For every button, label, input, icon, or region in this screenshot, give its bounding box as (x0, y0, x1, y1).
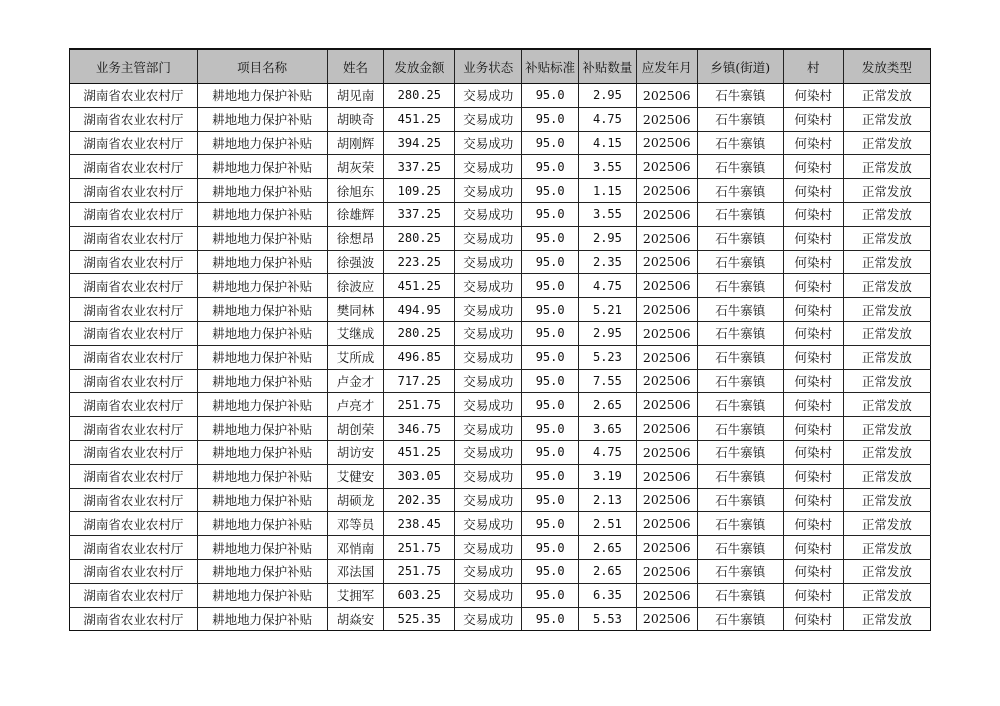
cell-project-name: 耕地地力保护补贴 (197, 369, 327, 393)
cell-quantity: 2.95 (579, 226, 637, 250)
cell-project-name: 耕地地力保护补贴 (197, 107, 327, 131)
cell-name: 樊同林 (327, 298, 384, 322)
cell-payment-type: 正常发放 (843, 464, 930, 488)
cell-village: 何染村 (783, 369, 843, 393)
cell-amount: 251.75 (384, 393, 455, 417)
table-row (70, 345, 931, 369)
cell-standard: 95.0 (522, 345, 579, 369)
cell-project-name: 耕地地力保护补贴 (197, 131, 327, 155)
cell-name: 艾拥军 (327, 583, 384, 607)
cell-project-name: 耕地地力保护补贴 (197, 559, 327, 583)
table-header-row (70, 49, 931, 84)
cell-status: 交易成功 (455, 321, 522, 345)
cell-name: 徐波应 (327, 274, 384, 298)
cell-village: 何染村 (783, 321, 843, 345)
cell-period: 202506 (636, 369, 697, 393)
cell-department: 湖南省农业农村厅 (70, 179, 198, 203)
cell-status: 交易成功 (455, 226, 522, 250)
cell-quantity: 2.95 (579, 321, 637, 345)
cell-project-name: 耕地地力保护补贴 (197, 84, 327, 108)
cell-project-name: 耕地地力保护补贴 (197, 274, 327, 298)
cell-project-name: 耕地地力保护补贴 (197, 488, 327, 512)
cell-payment-type: 正常发放 (843, 321, 930, 345)
cell-department: 湖南省农业农村厅 (70, 107, 198, 131)
cell-period: 202506 (636, 536, 697, 560)
cell-department: 湖南省农业农村厅 (70, 131, 198, 155)
column-header-project-name: 项目名称 (197, 49, 327, 84)
cell-department: 湖南省农业农村厅 (70, 202, 198, 226)
cell-amount: 251.75 (384, 559, 455, 583)
cell-amount: 280.25 (384, 226, 455, 250)
cell-status: 交易成功 (455, 298, 522, 322)
cell-village: 何染村 (783, 559, 843, 583)
cell-department: 湖南省农业农村厅 (70, 345, 198, 369)
cell-village: 何染村 (783, 274, 843, 298)
column-header-name: 姓名 (327, 49, 384, 84)
cell-quantity: 3.55 (579, 202, 637, 226)
cell-township: 石牛寨镇 (697, 417, 783, 441)
cell-quantity: 4.75 (579, 274, 637, 298)
table-row (70, 393, 931, 417)
cell-name: 胡映奇 (327, 107, 384, 131)
cell-status: 交易成功 (455, 393, 522, 417)
cell-village: 何染村 (783, 84, 843, 108)
cell-quantity: 4.15 (579, 131, 637, 155)
cell-standard: 95.0 (522, 321, 579, 345)
cell-amount: 202.35 (384, 488, 455, 512)
cell-township: 石牛寨镇 (697, 155, 783, 179)
cell-payment-type: 正常发放 (843, 607, 930, 631)
cell-project-name: 耕地地力保护补贴 (197, 250, 327, 274)
cell-quantity: 2.65 (579, 536, 637, 560)
cell-amount: 303.05 (384, 464, 455, 488)
cell-status: 交易成功 (455, 559, 522, 583)
cell-standard: 95.0 (522, 226, 579, 250)
cell-quantity: 6.35 (579, 583, 637, 607)
cell-village: 何染村 (783, 155, 843, 179)
cell-standard: 95.0 (522, 155, 579, 179)
cell-name: 胡见南 (327, 84, 384, 108)
cell-period: 202506 (636, 417, 697, 441)
table-body (70, 84, 931, 631)
cell-quantity: 3.55 (579, 155, 637, 179)
cell-department: 湖南省农业农村厅 (70, 274, 198, 298)
cell-village: 何染村 (783, 393, 843, 417)
cell-name: 艾继成 (327, 321, 384, 345)
cell-status: 交易成功 (455, 369, 522, 393)
cell-amount: 525.35 (384, 607, 455, 631)
cell-amount: 603.25 (384, 583, 455, 607)
cell-name: 艾所成 (327, 345, 384, 369)
cell-period: 202506 (636, 321, 697, 345)
cell-village: 何染村 (783, 131, 843, 155)
cell-standard: 95.0 (522, 274, 579, 298)
table-row (70, 464, 931, 488)
table-row (70, 131, 931, 155)
table-row (70, 107, 931, 131)
cell-department: 湖南省农业农村厅 (70, 417, 198, 441)
cell-township: 石牛寨镇 (697, 250, 783, 274)
cell-amount: 109.25 (384, 179, 455, 203)
cell-name: 胡硕龙 (327, 488, 384, 512)
table-row (70, 321, 931, 345)
cell-standard: 95.0 (522, 84, 579, 108)
cell-amount: 451.25 (384, 107, 455, 131)
cell-period: 202506 (636, 202, 697, 226)
cell-standard: 95.0 (522, 131, 579, 155)
cell-department: 湖南省农业农村厅 (70, 155, 198, 179)
cell-quantity: 5.53 (579, 607, 637, 631)
cell-department: 湖南省农业农村厅 (70, 250, 198, 274)
table-row (70, 155, 931, 179)
cell-amount: 717.25 (384, 369, 455, 393)
column-header-amount: 发放金额 (384, 49, 455, 84)
cell-department: 湖南省农业农村厅 (70, 84, 198, 108)
table-row (70, 226, 931, 250)
cell-quantity: 7.55 (579, 369, 637, 393)
cell-period: 202506 (636, 512, 697, 536)
cell-project-name: 耕地地力保护补贴 (197, 393, 327, 417)
cell-township: 石牛寨镇 (697, 440, 783, 464)
cell-standard: 95.0 (522, 202, 579, 226)
cell-name: 胡访安 (327, 440, 384, 464)
cell-department: 湖南省农业农村厅 (70, 298, 198, 322)
subsidy-table (69, 48, 931, 631)
cell-standard: 95.0 (522, 393, 579, 417)
cell-amount: 451.25 (384, 440, 455, 464)
cell-department: 湖南省农业农村厅 (70, 536, 198, 560)
cell-township: 石牛寨镇 (697, 202, 783, 226)
cell-township: 石牛寨镇 (697, 607, 783, 631)
cell-amount: 394.25 (384, 131, 455, 155)
table-row (70, 202, 931, 226)
column-header-status: 业务状态 (455, 49, 522, 84)
cell-amount: 451.25 (384, 274, 455, 298)
cell-payment-type: 正常发放 (843, 274, 930, 298)
cell-department: 湖南省农业农村厅 (70, 464, 198, 488)
cell-quantity: 5.21 (579, 298, 637, 322)
cell-department: 湖南省农业农村厅 (70, 321, 198, 345)
cell-standard: 95.0 (522, 536, 579, 560)
cell-quantity: 3.65 (579, 417, 637, 441)
cell-project-name: 耕地地力保护补贴 (197, 536, 327, 560)
cell-amount: 223.25 (384, 250, 455, 274)
cell-township: 石牛寨镇 (697, 488, 783, 512)
table-row (70, 488, 931, 512)
cell-period: 202506 (636, 464, 697, 488)
cell-village: 何染村 (783, 583, 843, 607)
cell-name: 徐旭东 (327, 179, 384, 203)
cell-quantity: 2.13 (579, 488, 637, 512)
cell-department: 湖南省农业农村厅 (70, 488, 198, 512)
cell-department: 湖南省农业农村厅 (70, 226, 198, 250)
cell-quantity: 2.65 (579, 559, 637, 583)
column-header-period: 应发年月 (636, 49, 697, 84)
cell-project-name: 耕地地力保护补贴 (197, 179, 327, 203)
table-row (70, 84, 931, 108)
cell-township: 石牛寨镇 (697, 179, 783, 203)
cell-payment-type: 正常发放 (843, 369, 930, 393)
cell-amount: 337.25 (384, 155, 455, 179)
cell-status: 交易成功 (455, 274, 522, 298)
cell-department: 湖南省农业农村厅 (70, 607, 198, 631)
cell-status: 交易成功 (455, 464, 522, 488)
cell-village: 何染村 (783, 417, 843, 441)
cell-village: 何染村 (783, 488, 843, 512)
cell-period: 202506 (636, 345, 697, 369)
cell-period: 202506 (636, 155, 697, 179)
table-row (70, 250, 931, 274)
cell-status: 交易成功 (455, 250, 522, 274)
cell-quantity: 3.19 (579, 464, 637, 488)
cell-standard: 95.0 (522, 250, 579, 274)
column-header-village: 村 (783, 49, 843, 84)
cell-period: 202506 (636, 131, 697, 155)
cell-name: 艾健安 (327, 464, 384, 488)
cell-payment-type: 正常发放 (843, 107, 930, 131)
cell-name: 胡创荣 (327, 417, 384, 441)
cell-period: 202506 (636, 559, 697, 583)
column-header-township: 乡镇(街道) (697, 49, 783, 84)
cell-township: 石牛寨镇 (697, 107, 783, 131)
cell-department: 湖南省农业农村厅 (70, 393, 198, 417)
cell-quantity: 5.23 (579, 345, 637, 369)
cell-period: 202506 (636, 583, 697, 607)
cell-period: 202506 (636, 440, 697, 464)
cell-village: 何染村 (783, 440, 843, 464)
column-header-department: 业务主管部门 (70, 49, 198, 84)
cell-project-name: 耕地地力保护补贴 (197, 202, 327, 226)
table-row (70, 559, 931, 583)
cell-quantity: 2.51 (579, 512, 637, 536)
cell-payment-type: 正常发放 (843, 393, 930, 417)
cell-payment-type: 正常发放 (843, 440, 930, 464)
cell-standard: 95.0 (522, 417, 579, 441)
cell-status: 交易成功 (455, 607, 522, 631)
cell-payment-type: 正常发放 (843, 155, 930, 179)
cell-payment-type: 正常发放 (843, 131, 930, 155)
cell-payment-type: 正常发放 (843, 583, 930, 607)
cell-status: 交易成功 (455, 536, 522, 560)
cell-township: 石牛寨镇 (697, 274, 783, 298)
cell-name: 胡灰荣 (327, 155, 384, 179)
cell-quantity: 2.65 (579, 393, 637, 417)
cell-name: 邓法国 (327, 559, 384, 583)
table-row (70, 369, 931, 393)
cell-status: 交易成功 (455, 155, 522, 179)
subsidy-distribution-sheet (69, 48, 931, 631)
cell-standard: 95.0 (522, 298, 579, 322)
cell-name: 胡刚辉 (327, 131, 384, 155)
cell-name: 卢金才 (327, 369, 384, 393)
cell-department: 湖南省农业农村厅 (70, 512, 198, 536)
table-row (70, 417, 931, 441)
cell-village: 何染村 (783, 607, 843, 631)
cell-status: 交易成功 (455, 345, 522, 369)
cell-status: 交易成功 (455, 107, 522, 131)
cell-period: 202506 (636, 226, 697, 250)
cell-standard: 95.0 (522, 179, 579, 203)
cell-amount: 494.95 (384, 298, 455, 322)
cell-amount: 280.25 (384, 321, 455, 345)
cell-name: 卢亮才 (327, 393, 384, 417)
cell-amount: 337.25 (384, 202, 455, 226)
cell-township: 石牛寨镇 (697, 226, 783, 250)
cell-quantity: 2.95 (579, 84, 637, 108)
cell-township: 石牛寨镇 (697, 298, 783, 322)
cell-department: 湖南省农业农村厅 (70, 583, 198, 607)
cell-period: 202506 (636, 179, 697, 203)
cell-standard: 95.0 (522, 369, 579, 393)
cell-township: 石牛寨镇 (697, 131, 783, 155)
cell-project-name: 耕地地力保护补贴 (197, 607, 327, 631)
cell-project-name: 耕地地力保护补贴 (197, 440, 327, 464)
cell-village: 何染村 (783, 298, 843, 322)
cell-amount: 251.75 (384, 536, 455, 560)
cell-status: 交易成功 (455, 417, 522, 441)
cell-payment-type: 正常发放 (843, 512, 930, 536)
cell-name: 徐雄辉 (327, 202, 384, 226)
table-row (70, 536, 931, 560)
cell-standard: 95.0 (522, 488, 579, 512)
cell-period: 202506 (636, 250, 697, 274)
cell-standard: 95.0 (522, 559, 579, 583)
cell-payment-type: 正常发放 (843, 250, 930, 274)
cell-status: 交易成功 (455, 84, 522, 108)
cell-name: 邓等员 (327, 512, 384, 536)
table-row (70, 440, 931, 464)
cell-payment-type: 正常发放 (843, 488, 930, 512)
cell-payment-type: 正常发放 (843, 559, 930, 583)
cell-standard: 95.0 (522, 583, 579, 607)
cell-township: 石牛寨镇 (697, 559, 783, 583)
cell-quantity: 4.75 (579, 107, 637, 131)
cell-payment-type: 正常发放 (843, 226, 930, 250)
cell-township: 石牛寨镇 (697, 345, 783, 369)
cell-status: 交易成功 (455, 179, 522, 203)
cell-village: 何染村 (783, 250, 843, 274)
cell-amount: 238.45 (384, 512, 455, 536)
cell-payment-type: 正常发放 (843, 84, 930, 108)
cell-period: 202506 (636, 84, 697, 108)
cell-payment-type: 正常发放 (843, 417, 930, 441)
cell-status: 交易成功 (455, 512, 522, 536)
cell-township: 石牛寨镇 (697, 512, 783, 536)
cell-project-name: 耕地地力保护补贴 (197, 345, 327, 369)
cell-name: 徐想昂 (327, 226, 384, 250)
cell-village: 何染村 (783, 179, 843, 203)
table-row (70, 274, 931, 298)
cell-department: 湖南省农业农村厅 (70, 369, 198, 393)
cell-status: 交易成功 (455, 202, 522, 226)
column-header-payment-type: 发放类型 (843, 49, 930, 84)
table-row (70, 607, 931, 631)
column-header-quantity: 补贴数量 (579, 49, 637, 84)
cell-amount: 280.25 (384, 84, 455, 108)
cell-village: 何染村 (783, 202, 843, 226)
cell-status: 交易成功 (455, 583, 522, 607)
cell-village: 何染村 (783, 536, 843, 560)
cell-township: 石牛寨镇 (697, 84, 783, 108)
cell-payment-type: 正常发放 (843, 536, 930, 560)
cell-payment-type: 正常发放 (843, 179, 930, 203)
cell-name: 徐强波 (327, 250, 384, 274)
cell-status: 交易成功 (455, 488, 522, 512)
cell-township: 石牛寨镇 (697, 369, 783, 393)
cell-township: 石牛寨镇 (697, 464, 783, 488)
cell-payment-type: 正常发放 (843, 202, 930, 226)
cell-period: 202506 (636, 107, 697, 131)
table-row (70, 179, 931, 203)
cell-project-name: 耕地地力保护补贴 (197, 583, 327, 607)
cell-amount: 496.85 (384, 345, 455, 369)
cell-village: 何染村 (783, 226, 843, 250)
column-header-standard: 补贴标准 (522, 49, 579, 84)
cell-township: 石牛寨镇 (697, 321, 783, 345)
cell-standard: 95.0 (522, 512, 579, 536)
cell-payment-type: 正常发放 (843, 345, 930, 369)
cell-project-name: 耕地地力保护补贴 (197, 464, 327, 488)
cell-village: 何染村 (783, 345, 843, 369)
cell-name: 胡焱安 (327, 607, 384, 631)
cell-project-name: 耕地地力保护补贴 (197, 226, 327, 250)
table-row (70, 583, 931, 607)
cell-standard: 95.0 (522, 464, 579, 488)
cell-period: 202506 (636, 393, 697, 417)
cell-village: 何染村 (783, 512, 843, 536)
cell-status: 交易成功 (455, 131, 522, 155)
cell-period: 202506 (636, 298, 697, 322)
cell-project-name: 耕地地力保护补贴 (197, 512, 327, 536)
cell-department: 湖南省农业农村厅 (70, 440, 198, 464)
cell-project-name: 耕地地力保护补贴 (197, 298, 327, 322)
cell-quantity: 1.15 (579, 179, 637, 203)
cell-standard: 95.0 (522, 607, 579, 631)
cell-township: 石牛寨镇 (697, 393, 783, 417)
cell-project-name: 耕地地力保护补贴 (197, 321, 327, 345)
cell-township: 石牛寨镇 (697, 536, 783, 560)
table-row (70, 512, 931, 536)
cell-quantity: 2.35 (579, 250, 637, 274)
cell-project-name: 耕地地力保护补贴 (197, 155, 327, 179)
cell-village: 何染村 (783, 107, 843, 131)
cell-project-name: 耕地地力保护补贴 (197, 417, 327, 441)
cell-period: 202506 (636, 488, 697, 512)
cell-township: 石牛寨镇 (697, 583, 783, 607)
cell-department: 湖南省农业农村厅 (70, 559, 198, 583)
table-row (70, 298, 931, 322)
cell-period: 202506 (636, 607, 697, 631)
cell-status: 交易成功 (455, 440, 522, 464)
cell-quantity: 4.75 (579, 440, 637, 464)
cell-amount: 346.75 (384, 417, 455, 441)
cell-standard: 95.0 (522, 440, 579, 464)
cell-standard: 95.0 (522, 107, 579, 131)
cell-payment-type: 正常发放 (843, 298, 930, 322)
cell-name: 邓悄南 (327, 536, 384, 560)
cell-village: 何染村 (783, 464, 843, 488)
cell-period: 202506 (636, 274, 697, 298)
